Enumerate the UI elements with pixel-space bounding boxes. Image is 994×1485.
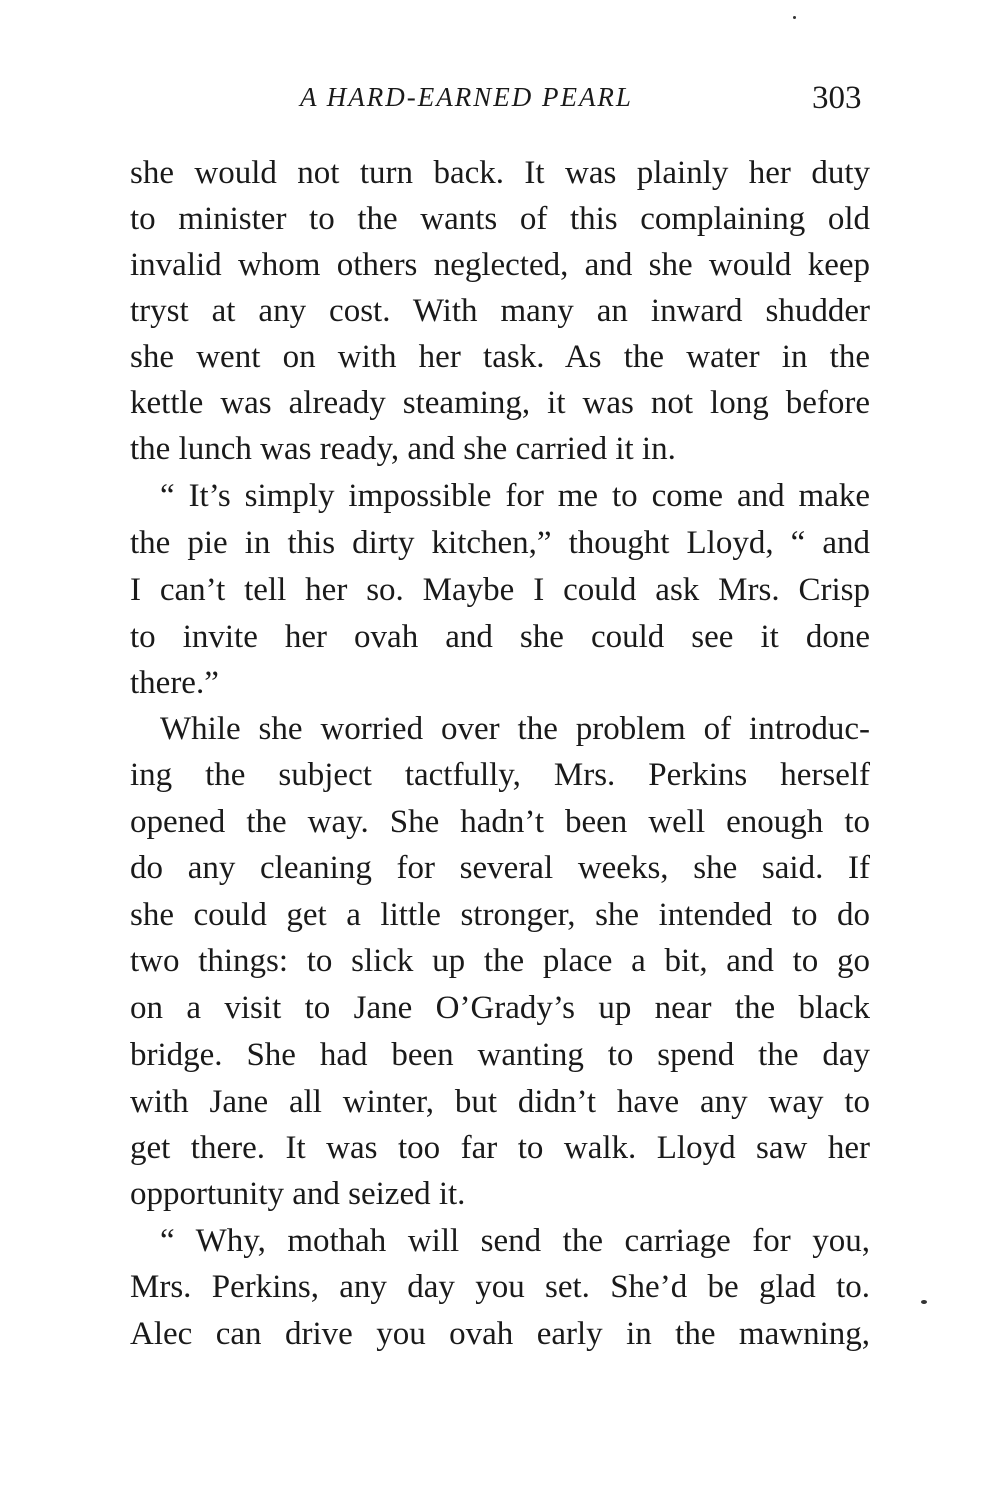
text-line: she went on with her task. As the water in the [130, 339, 870, 375]
text-line: kettle was already steaming, it was not long before [130, 385, 870, 421]
scan-speck [921, 1300, 927, 1304]
text-line: ing the subject tactfully, Mrs. Perkins herself [130, 757, 870, 793]
text-line: she would not turn back. It was plainly her duty [130, 155, 870, 191]
text-line: “ It’s simply impossible for me to come and make [160, 478, 870, 514]
scan-speck [793, 16, 796, 19]
text-line: get there. It was too far to walk. Lloyd saw her [130, 1130, 870, 1166]
text-line: opportunity and seized it. [130, 1176, 466, 1212]
text-line: tryst at any cost. With many an inward shudder [130, 293, 870, 329]
text-line: do any cleaning for several weeks, she said. If [130, 850, 870, 886]
text-line: on a visit to Jane O’Grady’s up near the black [130, 990, 870, 1026]
text-line: the pie in this dirty kitchen,” thought Lloyd, “ and [130, 525, 870, 561]
text-line: I can’t tell her so. Maybe I could ask Mrs. Crisp [130, 572, 870, 608]
text-line: Mrs. Perkins, any day you set. She’d be glad to. [130, 1269, 870, 1305]
text-line: “ Why, mothah will send the carriage for you, [160, 1223, 870, 1259]
text-line: While she worried over the problem of introduc- [160, 711, 870, 747]
text-line: opened the way. She hadn’t been well enough to [130, 804, 870, 840]
text-line: the lunch was ready, and she carried it in. [130, 431, 676, 467]
page-number: 303 [812, 80, 862, 116]
running-title: A HARD-EARNED PEARL [300, 82, 633, 112]
text-line: invalid whom others neglected, and she would keep [130, 247, 870, 283]
text-line: to invite her ovah and she could see it done [130, 619, 870, 655]
text-line: there.” [130, 665, 219, 701]
text-line: with Jane all winter, but didn’t have any way to [130, 1084, 870, 1120]
text-line: she could get a little stronger, she intended to do [130, 897, 870, 933]
text-line: to minister to the wants of this complaining old [130, 201, 870, 237]
text-line: bridge. She had been wanting to spend the day [130, 1037, 870, 1073]
text-line: Alec can drive you ovah early in the mawning, [130, 1316, 870, 1352]
text-line: two things: to slick up the place a bit, and to go [130, 943, 870, 979]
